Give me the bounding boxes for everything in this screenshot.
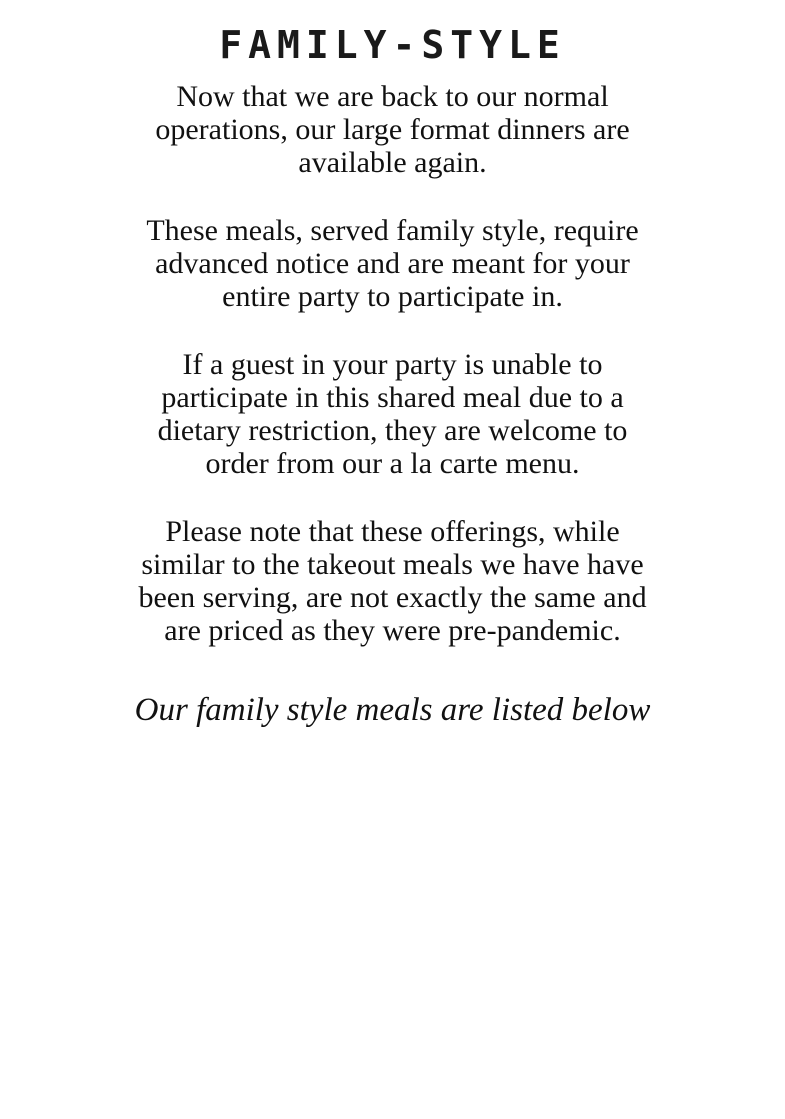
dietary-paragraph — [0, 348, 785, 480]
paragraph-line: operations, our large format dinners are — [155, 113, 630, 146]
paragraph-line: If a guest in your party is unable to — [182, 348, 603, 381]
paragraph-line: similar to the takeout meals we have have — [141, 548, 644, 581]
page-title: FAMILY-STYLE — [219, 23, 566, 67]
notice-paragraph — [0, 214, 785, 313]
paragraph-line: These meals, served family style, require — [146, 214, 639, 247]
intro-paragraph — [0, 80, 785, 179]
paragraph-line: Now that we are back to our normal — [176, 80, 609, 113]
paragraph-line: available again. — [298, 146, 487, 179]
closing-note: Our family style meals are listed below — [134, 692, 651, 728]
paragraph-line: advanced notice and are meant for your — [155, 247, 630, 280]
paragraph-line: participate in this shared meal due to a — [161, 381, 624, 414]
paragraph-line: been serving, are not exactly the same and — [138, 581, 647, 614]
paragraph-line: are priced as they were pre-pandemic. — [164, 614, 621, 647]
paragraph-line: Please note that these offerings, while — [165, 515, 620, 548]
paragraph-line: dietary restriction, they are welcome to — [157, 414, 628, 447]
paragraph-line: order from our a la carte menu. — [205, 447, 580, 480]
paragraph-line: entire party to participate in. — [222, 280, 563, 313]
pricing-paragraph — [0, 515, 785, 647]
